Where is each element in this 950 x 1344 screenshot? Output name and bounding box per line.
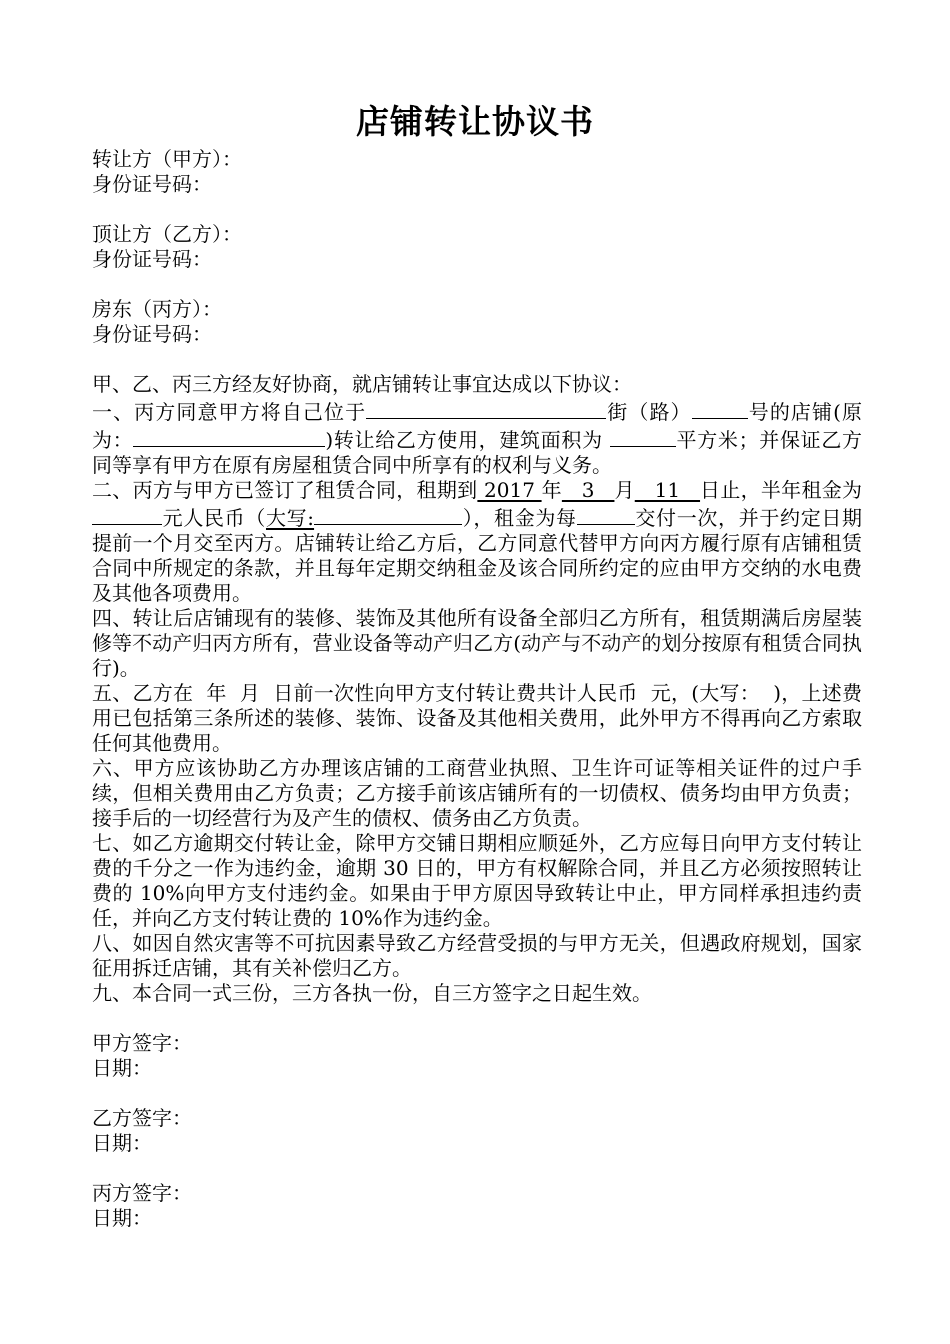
- transferor-id-label: 身份证号码：: [92, 172, 212, 196]
- clause-2-text-b: 年: [541, 478, 562, 502]
- clause-9: 九、本合同一式三份，三方各执一份，自三方签字之日起生效。: [92, 981, 652, 1005]
- clause-1: [92, 397, 862, 478]
- lease-day-value: 11: [634, 478, 701, 502]
- clause-2-text-a: 二、丙方与甲方已签订了租赁合同，租期到: [92, 478, 478, 502]
- lease-year-value: 2017: [477, 478, 542, 502]
- clause-2-text-e: 元人民币（: [162, 506, 266, 530]
- signature-label-b: 乙方签字：: [92, 1106, 192, 1130]
- clause-5: 五、乙方在 年 月 日前一次性向甲方支付转让费共计人民币 元，(大写： )，上述费用已包括第三条所述的装修、装饰、设备及其他相关费用，此外甲方不得再向乙方索取任何其他费用。: [92, 681, 862, 755]
- signature-date-a: 日期：: [92, 1056, 152, 1080]
- original-use-blank: [133, 425, 325, 447]
- clause-2-text-c: 月: [614, 478, 635, 502]
- clause-1-text-d: )转让给乙方使用，建筑面积为: [325, 428, 610, 452]
- signature-label-c: 丙方签字：: [92, 1181, 192, 1205]
- signature-label-a: 甲方签字：: [92, 1031, 192, 1055]
- street-blank: [366, 397, 606, 419]
- transferee-id-label: 身份证号码：: [92, 247, 212, 271]
- clause-1-text-c: 号的店铺(原为：: [92, 400, 863, 452]
- payment-period-blank: [577, 503, 635, 525]
- clause-2: [92, 478, 862, 606]
- signature-block-c: [92, 1181, 862, 1231]
- signature-block-a: [92, 1031, 862, 1081]
- clause-4: 四、转让后店铺现有的装修、装饰及其他所有设备全部归乙方所有，租赁期满后房屋装修等不动产归丙方所有，营业设备等动产归乙方(动产与不动产的划分按原有租赁合同执行)。: [92, 606, 862, 680]
- clause-6: 六、甲方应该协助乙方办理该店铺的工商营业执照、卫生许可证等相关证件的过户手续，但相关费用由乙方负责；乙方接手前该店铺所有的一切债权、债务均由甲方负责；接手后的一切经营行为及产生的债权、债务由乙方负责。: [92, 756, 862, 830]
- signature-date-c: 日期：: [92, 1206, 152, 1230]
- rent-amount-blank: [92, 503, 162, 525]
- document-title: 店铺转让协议书: [356, 102, 594, 141]
- lease-month-value: 3: [561, 478, 615, 502]
- signature-date-b: 日期：: [92, 1131, 152, 1155]
- intro-paragraph: 甲、乙、丙三方经友好协商，就店铺转让事宜达成以下协议：: [92, 372, 632, 396]
- rent-daxie-blank: [314, 503, 462, 525]
- document-body: [92, 147, 862, 1231]
- clause-7: 七、如乙方逾期交付转让金，除甲方交铺日期相应顺延外，乙方应每日向甲方支付转让费的千分之一作为违约金，逾期 30 日的，甲方有权解除合同，并且乙方必须按照转让费的 10%向甲方支付违约金。如果由于甲方原因导致转让中止，甲方同样承担违约责任，并向乙方支付转让费的 10%作为违约金。: [92, 831, 862, 930]
- clause-1-text-e: 平方米；并保证乙方同等享有甲方在原有房屋租赁合同中所享有的权利与义务。: [92, 428, 862, 477]
- landlord-id-label: 身份证号码：: [92, 322, 212, 346]
- transferor-label: 转让方（甲方）：: [92, 147, 242, 171]
- clause-8: 八、如因自然灾害等不可抗因素导致乙方经营受损的与甲方无关，但遇政府规划，国家征用拆迁店铺，其有关补偿归乙方。: [92, 931, 862, 980]
- clause-2-text-g: 交付一次，并于约定日期提前一个月交至丙方。店铺转让给乙方后，乙方同意代替甲方向丙方履行原有店铺租赁合同中所规定的条款，并且每年定期交纳租金及该合同所约定的应由甲方交纳的水电费及其他各项费用。: [92, 506, 863, 605]
- signature-block-b: [92, 1106, 862, 1156]
- clause-2-text-d: 日止，半年租金为: [700, 478, 863, 502]
- transferee-label: 顶让方（乙方）：: [92, 222, 242, 246]
- clause-1-text-a: 一、丙方同意甲方将自己位于: [92, 400, 367, 424]
- number-blank: [692, 397, 748, 419]
- daxie-label: 大写:: [265, 506, 315, 530]
- area-blank: [610, 425, 676, 447]
- landlord-label: 房东（丙方）：: [92, 297, 222, 321]
- clause-1-text-b: 街（路）: [606, 400, 692, 424]
- clause-2-text-f: ），租金为每: [462, 506, 577, 530]
